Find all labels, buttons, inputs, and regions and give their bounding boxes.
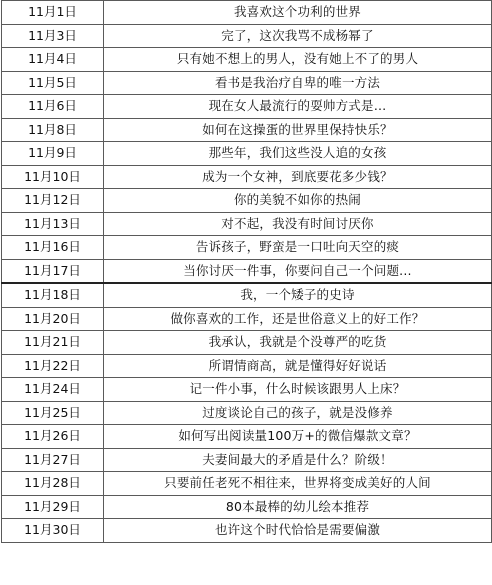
table-row (2, 189, 492, 213)
table-row (2, 95, 492, 119)
table-row (2, 142, 492, 166)
date-cell: 11月3日 (2, 24, 104, 48)
date-cell: 11月5日 (2, 71, 104, 95)
title-cell: 过度谈论自己的孩子，就是没修养 (104, 401, 492, 425)
date-cell: 11月22日 (2, 354, 104, 378)
title-cell: 我，一个矮子的史诗 (104, 283, 492, 307)
date-cell: 11月4日 (2, 48, 104, 72)
title-cell: 只有她不想上的男人，没有她上不了的男人 (104, 48, 492, 72)
date-cell: 11月17日 (2, 259, 104, 283)
date-cell: 11月8日 (2, 118, 104, 142)
table-row (2, 48, 492, 72)
table-row (2, 165, 492, 189)
date-cell: 11月10日 (2, 165, 104, 189)
title-cell: 看书是我治疗自卑的唯一方法 (104, 71, 492, 95)
table-row (2, 331, 492, 355)
title-cell: 记一件小事，什么时候该跟男人上床？ (104, 378, 492, 402)
title-cell: 我喜欢这个功利的世界 (104, 1, 492, 25)
table-row (2, 236, 492, 260)
table-row (2, 448, 492, 472)
date-cell: 11月12日 (2, 189, 104, 213)
table-row (2, 378, 492, 402)
table-row (2, 212, 492, 236)
title-cell: 如何写出阅读量100万+的微信爆款文章？ (104, 425, 492, 449)
date-cell: 11月29日 (2, 495, 104, 519)
article-table (1, 0, 492, 543)
title-cell: 只要前任老死不相往来，世界将变成美好的人间 (104, 472, 492, 496)
title-cell: 你的美貌不如你的热闹 (104, 189, 492, 213)
title-cell: 当你讨厌一件事，你要问自己一个问题... (104, 259, 492, 283)
date-cell: 11月16日 (2, 236, 104, 260)
date-cell: 11月25日 (2, 401, 104, 425)
date-cell: 11月20日 (2, 307, 104, 331)
date-cell: 11月30日 (2, 519, 104, 543)
title-cell: 所谓情商高，就是懂得好好说话 (104, 354, 492, 378)
table-row (2, 24, 492, 48)
table-body (2, 1, 492, 543)
table-row (2, 259, 492, 283)
table-row (2, 118, 492, 142)
date-cell: 11月6日 (2, 95, 104, 119)
date-cell: 11月13日 (2, 212, 104, 236)
table-row (2, 354, 492, 378)
table-row (2, 401, 492, 425)
title-cell: 完了，这次我骂不成杨幂了 (104, 24, 492, 48)
date-cell: 11月27日 (2, 448, 104, 472)
date-cell: 11月26日 (2, 425, 104, 449)
date-cell: 11月9日 (2, 142, 104, 166)
title-cell: 夫妻间最大的矛盾是什么？阶级！ (104, 448, 492, 472)
title-cell: 告诉孩子，野蛮是一口吐向天空的痰 (104, 236, 492, 260)
table-row (2, 1, 492, 25)
title-cell: 成为一个女神，到底要花多少钱？ (104, 165, 492, 189)
title-cell: 我承认，我就是个没尊严的吃货 (104, 331, 492, 355)
title-cell: 做你喜欢的工作，还是世俗意义上的好工作？ (104, 307, 492, 331)
title-cell: 那些年，我们这些没人追的女孩 (104, 142, 492, 166)
date-cell: 11月1日 (2, 1, 104, 25)
table-row (2, 307, 492, 331)
title-cell: 80本最棒的幼儿绘本推荐 (104, 495, 492, 519)
date-cell: 11月21日 (2, 331, 104, 355)
table-row (2, 519, 492, 543)
date-cell: 11月24日 (2, 378, 104, 402)
table-row (2, 495, 492, 519)
article-schedule (1, 0, 491, 543)
table-row (2, 283, 492, 307)
table-row (2, 71, 492, 95)
date-cell: 11月18日 (2, 283, 104, 307)
title-cell: 现在女人最流行的耍帅方式是… (104, 95, 492, 119)
table-row (2, 472, 492, 496)
date-cell: 11月28日 (2, 472, 104, 496)
title-cell: 对不起，我没有时间讨厌你 (104, 212, 492, 236)
title-cell: 也许这个时代恰恰是需要偏激 (104, 519, 492, 543)
title-cell: 如何在这操蛋的世界里保持快乐？ (104, 118, 492, 142)
table-row (2, 425, 492, 449)
